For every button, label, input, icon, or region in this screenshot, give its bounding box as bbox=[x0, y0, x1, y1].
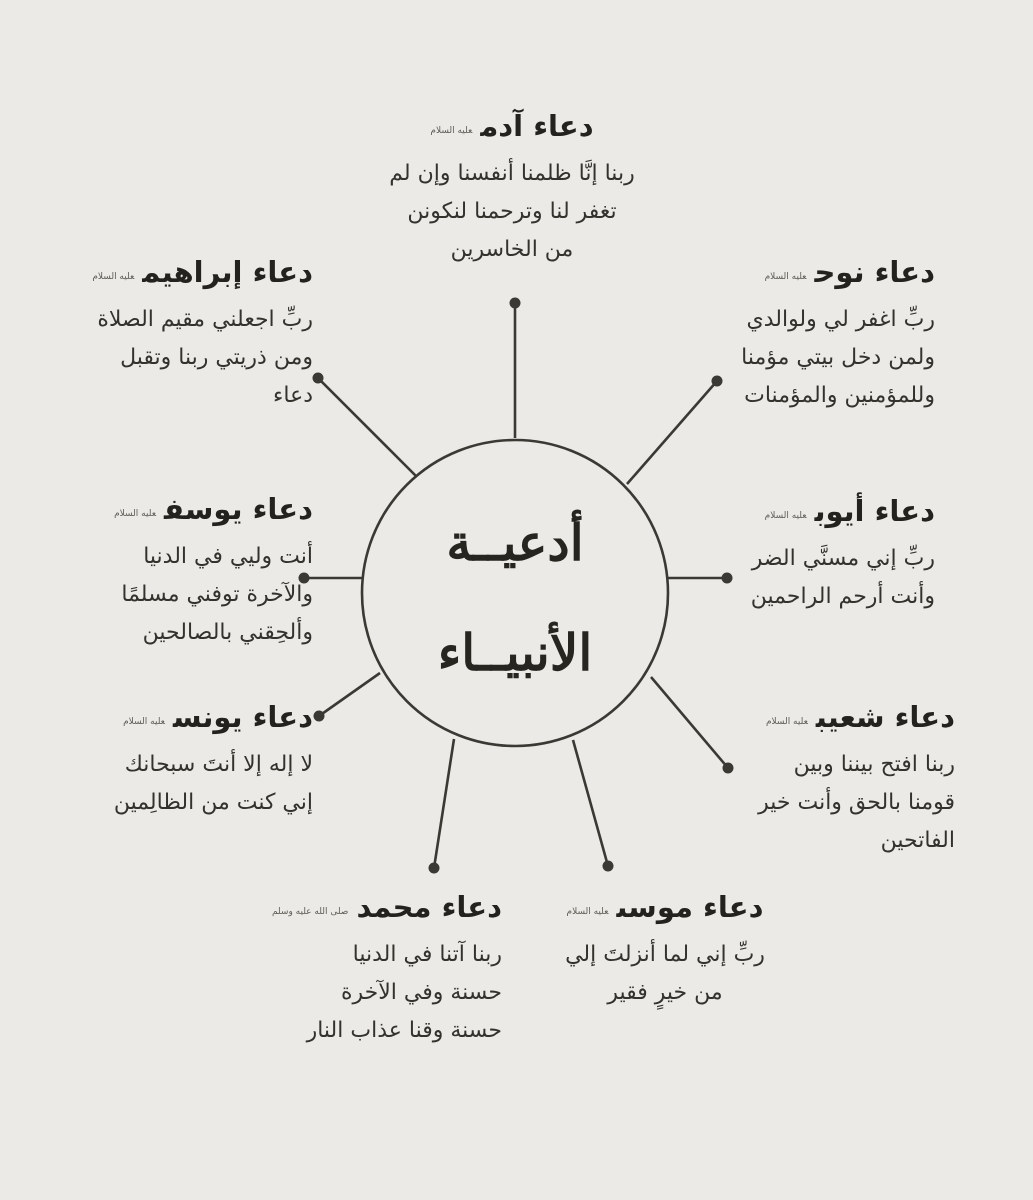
prophet-block-yunus bbox=[75, 700, 313, 822]
prophet-block-ayyub bbox=[705, 494, 935, 616]
dua-text: لا إله إلا أنتَ سبحانك إني كنت من الظالِمين bbox=[113, 752, 313, 815]
spoke-line-yunus bbox=[319, 673, 380, 716]
prophet-title: دعاء موسى bbox=[616, 890, 764, 924]
spoke-dot-ibrahim bbox=[313, 373, 324, 384]
spoke-dot-musa bbox=[603, 861, 614, 872]
center-circle bbox=[362, 440, 668, 746]
honorific-text: عليه السلام bbox=[566, 907, 609, 917]
dua-text: ربِّ اجعلني مقيم الصلاة ومن ذريتي ربنا وتقبل دعاء bbox=[97, 307, 313, 408]
dua-text: أنت وليي في الدنيا والآخرة توفني مسلمًا وألحِقني بالصالحين bbox=[121, 544, 313, 645]
honorific-text: عليه السلام bbox=[430, 126, 473, 136]
prophet-title: دعاء شعيب bbox=[815, 700, 955, 734]
spoke-line-nuh bbox=[627, 381, 717, 484]
prophet-title: دعاء يونس bbox=[173, 700, 313, 734]
center-title-line-1: أدعيــة bbox=[446, 513, 584, 572]
dua-text: ربنا إنَّا ظلمنا أنفسنا وإن لم تغفر لنا وترحمنا لنكونن من الخاسرين bbox=[389, 161, 635, 262]
dua-text: ربِّ إني مسنَّي الضر وأنت أرحم الراحمين bbox=[750, 546, 935, 609]
center-title-line-2: الأنبيــاء bbox=[437, 623, 593, 682]
prophet-block-ibrahim bbox=[55, 255, 313, 415]
dua-text: ربنا افتح بيننا وبين قومنا بالحق وأنت خير الفاتحين bbox=[758, 752, 955, 853]
prophet-title: دعاء يوسف bbox=[164, 492, 313, 526]
spoke-dot-adam bbox=[510, 298, 521, 309]
prophet-block-adam bbox=[362, 109, 662, 269]
spoke-line-muhammad bbox=[434, 739, 454, 868]
honorific-text: عليه السلام bbox=[764, 272, 807, 282]
prophet-block-nuh bbox=[705, 255, 935, 415]
spoke-line-musa bbox=[573, 740, 608, 866]
spoke-dot-muhammad bbox=[429, 863, 440, 874]
prophet-title: دعاء نوح bbox=[814, 255, 935, 289]
dua-text: ربنا آتنا في الدنيا حسنة وفي الآخرة حسنة وقنا عذاب النار bbox=[306, 942, 502, 1043]
honorific-text: عليه السلام bbox=[114, 509, 157, 519]
honorific-text: عليه السلام bbox=[92, 272, 135, 282]
spoke-dot-yunus bbox=[314, 711, 325, 722]
dua-text: ربِّ اغفر لي ولوالدي ولمن دخل بيتي مؤمنا وللمؤمنين والمؤمنات bbox=[741, 307, 935, 408]
spoke-line-ibrahim bbox=[318, 378, 416, 476]
honorific-text: صلى الله عليه وسلم bbox=[271, 907, 349, 917]
prophet-title: دعاء محمد bbox=[356, 890, 502, 924]
dua-text: ربِّ إني لما أنزلتَ إلي من خيرٍ فقير bbox=[565, 942, 765, 1005]
prophet-title: دعاء إبراهيم bbox=[142, 255, 313, 289]
honorific-text: عليه السلام bbox=[764, 511, 807, 521]
prophet-title: دعاء آدم bbox=[480, 109, 594, 143]
prophet-block-shuayb bbox=[705, 700, 955, 860]
honorific-text: عليه السلام bbox=[765, 717, 808, 727]
prophet-block-muhammad bbox=[230, 890, 502, 1050]
prophet-title: دعاء أيوب bbox=[814, 494, 935, 528]
prophet-block-yusuf bbox=[75, 492, 313, 652]
prophet-block-musa bbox=[540, 890, 790, 1012]
honorific-text: عليه السلام bbox=[123, 717, 166, 727]
